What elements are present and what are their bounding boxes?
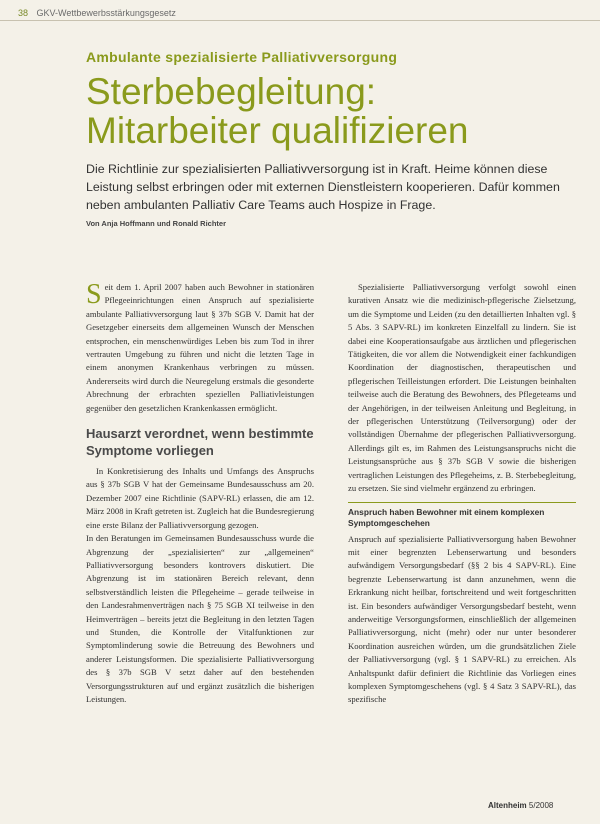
article-byline: Von Anja Hoffmann und Ronald Richter — [86, 219, 226, 228]
article-lead: Die Richtlinie zur spezialisierten Palliativversorgung ist in Kraft. Heime können diese Leistung selbst erbringen oder mit externen Dienstleistern kooperieren. Dafür kommen neben ambulanten Palliativ Care Teams auch Hospize in Frage. — [86, 162, 560, 212]
body-paragraph: Spezialisierte Palliativversorgung verfolgt sowohl einen kurativen Ansatz wie die medizinisch-pflegerische Zielsetzung, um die Symptome und Leiden (zu den detaillierten Inhalten vgl. § 5 Abs. 3 SAPV-RL) im konkreten Einzelfall zu lindern. Sie ist dabei eine Kooperationsaufgabe aus ärztlichen und pflegerischen Tätigkeiten, die vor allem die Notwendigkeit einer fachkundigen Koordination der diagnostischen, therapeutischen und pflegerischen Teilleistungen erfordert. Die Leistungen beinhalten teilweise auch die Beratung des Bewohners, des Pflegeteams und der Angehörigen, in der teilweisen Anleitung und Begleitung, in der pflegerischen Unterstützung (Teilversorgung) oder der vollständigen Übernahme der pflegerischen Palliativversorgung. Allerdings gilt es, im Rahmen des Leistungsanspruchs nicht die Leistungsansprüche aus § 37b SGB V sowie die bisherigen vertraglichen Leistungen des Pflegeheims, z. B. Sterbebegleitung, zu ersetzen. Sie sind vielmehr ergänzend zu erbringen. — [348, 282, 576, 494]
body-paragraph: Anspruch auf spezialisierte Palliativversorgung haben Bewohner mit einer begrenzten Lebenserwartung und besonders aufwändigem Versorgungsbedarf (§§ 2 bis 4 SAPV-RL). Eine begrenzte Lebenserwartung ist dann anzunehmen, wenn die Erkrankung nicht heilbar, fortschreitend und weit fortgeschritten ist. Ein besonders aufwändiger Versorgungsbedarf besteht, wenn anderweitige Versorgungsformen, einschließlich der allgemeinen Palliativversorgung, nicht (mehr) oder nur unter besonderer Koordination ausreichen würden, um die grundsätzlichen Ziele der Palliativversorgung (vgl. § 1 SAPV-RL) zu erreichen. Als Anhaltspunkt dafür definiert die Richtlinie das Vorliegen eines komplexen Symptomgeschehens (vgl. § 4 Satz 3 SAPV-RL), das spezifische — [348, 533, 576, 705]
text-column-left — [86, 281, 314, 706]
section-divider — [348, 502, 576, 503]
section-heading-hausarzt: Hausarzt verordnet, wenn bestimmte Symptome vorliegen — [86, 426, 314, 459]
body-paragraph: In den Beratungen im Gemeinsamen Bundesausschuss wurde die Abgrenzung der „spezialisierten“ zur „allgemeinen“ Palliativversorgung besonders kontrovers diskutiert. Die Abgrenzung ist im stationären Bereich relevant, denn selbstverständlich leisten die Pflegeheime – gerade teilweise in den Landesrahmenverträgen nach § 75 SGB XI teilweise in den Heimverträgen – bereits jetzt die Begleitung in den letzten Tagen und Stunden, die Kontrolle der Vitalfunktionen zur Symptomlinderung sowie die Betreuung des Bewohners und anderer Leistungsformen. Die spezialisierte Palliativversorgung des § 37b SGB V setzt daher auf den bestehenden Versorgungsstrukturen auf und ergänzt zusätzlich die bisherigen Leistungen. — [86, 533, 314, 704]
page-footer — [488, 801, 553, 810]
magazine-name: Altenheim — [488, 801, 527, 810]
text-column-right — [348, 281, 576, 707]
headline-line-2: Mitarbeiter qualifizieren — [86, 110, 469, 151]
issue-number: 5/2008 — [528, 801, 554, 810]
section-heading-anspruch: Anspruch haben Bewohner mit einem komplexen Symptomgeschehen — [348, 506, 545, 528]
header-divider — [0, 20, 600, 21]
intro-paragraph-text: eit dem 1. April 2007 haben auch Bewohner in stationären Pflegeeinrichtungen einen Anspruch auf spezialisierte ambulante Palliativversorgung laut § 37b SGB V. Damit hat der Gesetzgeber einerseits dem allgemeinen Wunsch der Menschen entsprochen, ein menschenwürdiges Leben bis zum Tod in ihrer vertrauten Umgebung zu führen und nicht die letzten Tage in einem anonymen Krankenhaus verbringen zu müssen. Andererseits wird durch die Neuregelung erstmals die gesonderte Abrechnung der erbrachten speziellen Palliativleistungen gegenüber den gesetzlichen Krankenkassen ermöglicht. — [86, 282, 314, 413]
article-headline — [86, 72, 586, 150]
running-header — [18, 8, 578, 24]
headline-line-1: Sterbebegleitung: — [86, 71, 377, 112]
body-paragraph: In Konkretisierung des Inhalts und Umfangs des Anspruchs aus § 37b SGB V hat der Gemeinsame Bundesausschuss am 20. Dezember 2007 eine Richtlinie (SAPV-RL) erlassen, die am 12. März 2008 in Kraft getreten ist. Zugleich hat die Bundesregierung eine erste Bilanz der Palliativversorgung gezogen. — [86, 466, 314, 530]
article-kicker: Ambulante spezialisierte Palliativversorgung — [86, 49, 398, 65]
page-number: 38 — [18, 8, 29, 18]
running-title: GKV-Wettbewerbsstärkungsgesetz — [36, 8, 176, 18]
intro-paragraph — [86, 281, 314, 415]
drop-cap: S — [86, 279, 102, 310]
